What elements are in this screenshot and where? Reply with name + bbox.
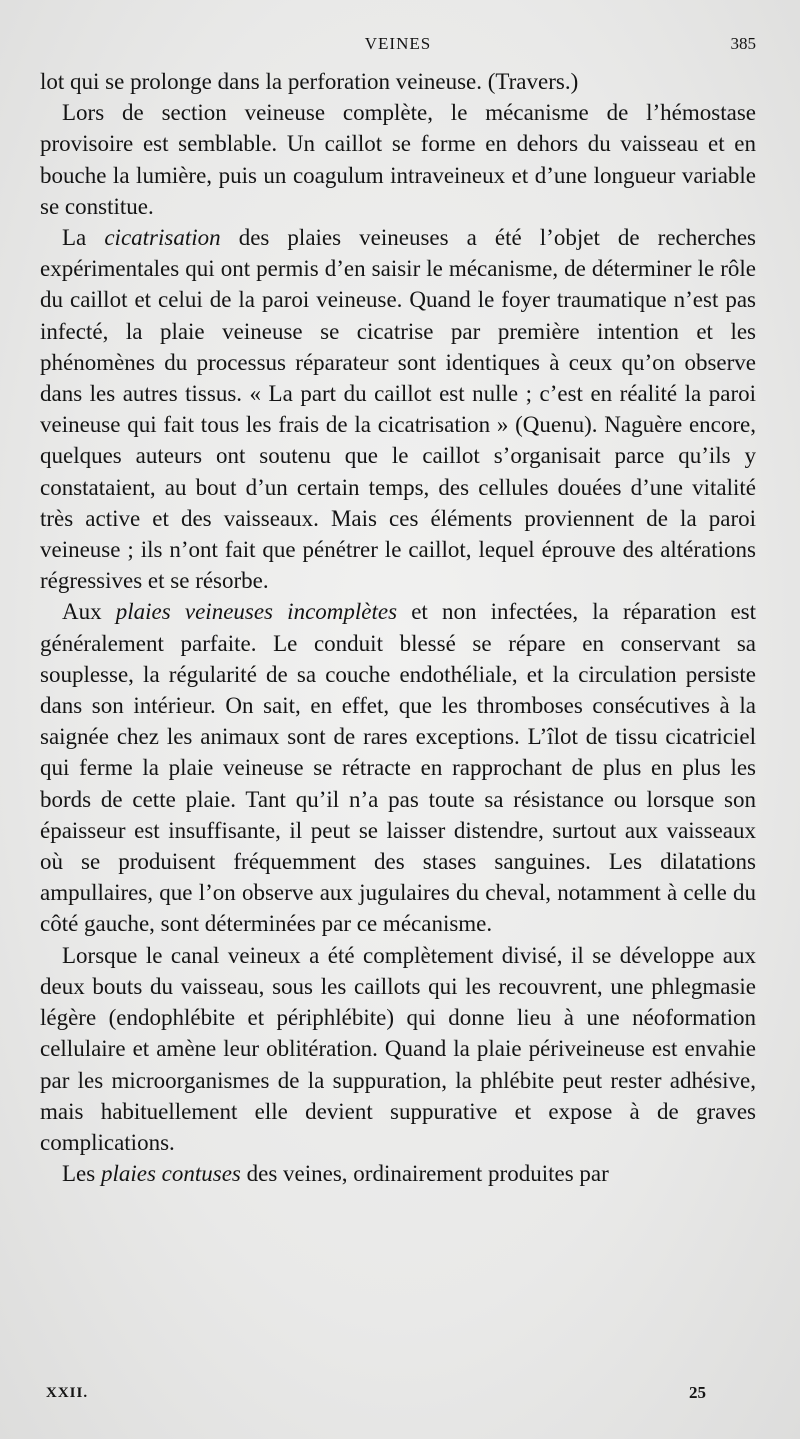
running-title: VEINES <box>364 34 432 53</box>
signature-mark: XXII. <box>46 1385 89 1401</box>
sheet-number: 25 <box>689 1383 706 1402</box>
paragraph <box>40 940 756 1158</box>
page-number: 385 <box>730 34 756 53</box>
text-run: La <box>62 225 105 251</box>
text-run: Lorsque le canal veineux a été complètement divisé, il se développe aux deux bouts du vaisseau, sous les caillots qui les recouvrent, une phlegmasie légère (endophlébite et périphlébite) qui donne lieu à une néoformation cellulaire et amène leur oblitération. Quand la plaie périveineuse est envahie par les microorganismes de la suppuration, la phlébite peut rester adhésive, mais habituellement elle devient suppurative et expose à de graves complications. <box>40 942 756 1155</box>
paragraph <box>40 596 756 939</box>
text-run: et non infectées, la réparation est généralement parfaite. Le conduit blessé se répare en conservant sa souplesse, la régularité de sa couche endothéliale, et la circulation persiste dans son intérieur. On sait, en effet, que les thromboses consécutives à la saignée chez les animaux sont de rares exceptions. L’îlot de tissu cicatriciel qui ferme la plaie veineuse se rétracte en rapprochant de plus en plus les bords de cette plaie. Tant qu’il n’a pas toute sa résistance ou lorsque son épaisseur est insuffisante, il peut se laisser distendre, surtout aux vaisseaux où se produisent fréquemment des stases sanguines. Les dilatations ampullaires, que l’on observe aux jugulaires du cheval, notamment à celle du côté gauche, sont déterminées par ce mécanisme. <box>40 599 756 937</box>
text-run: lot qui se prolonge dans la perforation veineuse. (Travers.) <box>40 69 579 94</box>
italic-term: plaies veineuses incomplètes <box>115 599 398 625</box>
text-run: des veines, ordinairement produites par <box>240 1161 609 1187</box>
paragraph <box>40 222 756 596</box>
italic-term: cicatrisation <box>104 225 221 251</box>
paragraph <box>40 66 756 97</box>
text-run: Lors de section veineuse complète, le mécanisme de l’hémostase provisoire est semblable. Un caillot se forme en dehors du vaisseau et en bouche la lumière, puis un coagulum intraveineux et d’une longueur variable se constitue. <box>40 100 756 219</box>
text-run: Les <box>62 1161 101 1187</box>
running-head <box>40 34 756 58</box>
text-run: des plaies veineuses a été l’objet de recherches expérimentales qui ont permis d’en saisir le mécanisme, de déterminer le rôle du caillot et celui de la paroi veineuse. Quand le foyer traumatique n’est pas infecté, la plaie veineuse se cicatrise par première intention et les phénomènes du processus réparateur sont identiques à ceux qu’on observe dans les autres tissus. « La part du caillot est nulle ; c’est en réalité la paroi veineuse qui fait tous les frais de la cicatrisation » (Quenu). Naguère encore, quelques auteurs ont soutenu que le caillot s’organisait parce qu’ils y constataient, au bout d’un certain temps, des cellules douées d’une vitalité très active et des vaisseaux. Mais ces éléments proviennent de la paroi veineuse ; ils n’ont fait que pénétrer le caillot, lequel éprouve des altérations régressives et se résorbe. <box>40 225 756 594</box>
italic-term: plaies contuses <box>100 1161 241 1187</box>
text-run: Aux <box>62 599 116 625</box>
paragraph <box>40 97 756 222</box>
body-text <box>40 66 756 1189</box>
paragraph <box>40 1158 756 1189</box>
